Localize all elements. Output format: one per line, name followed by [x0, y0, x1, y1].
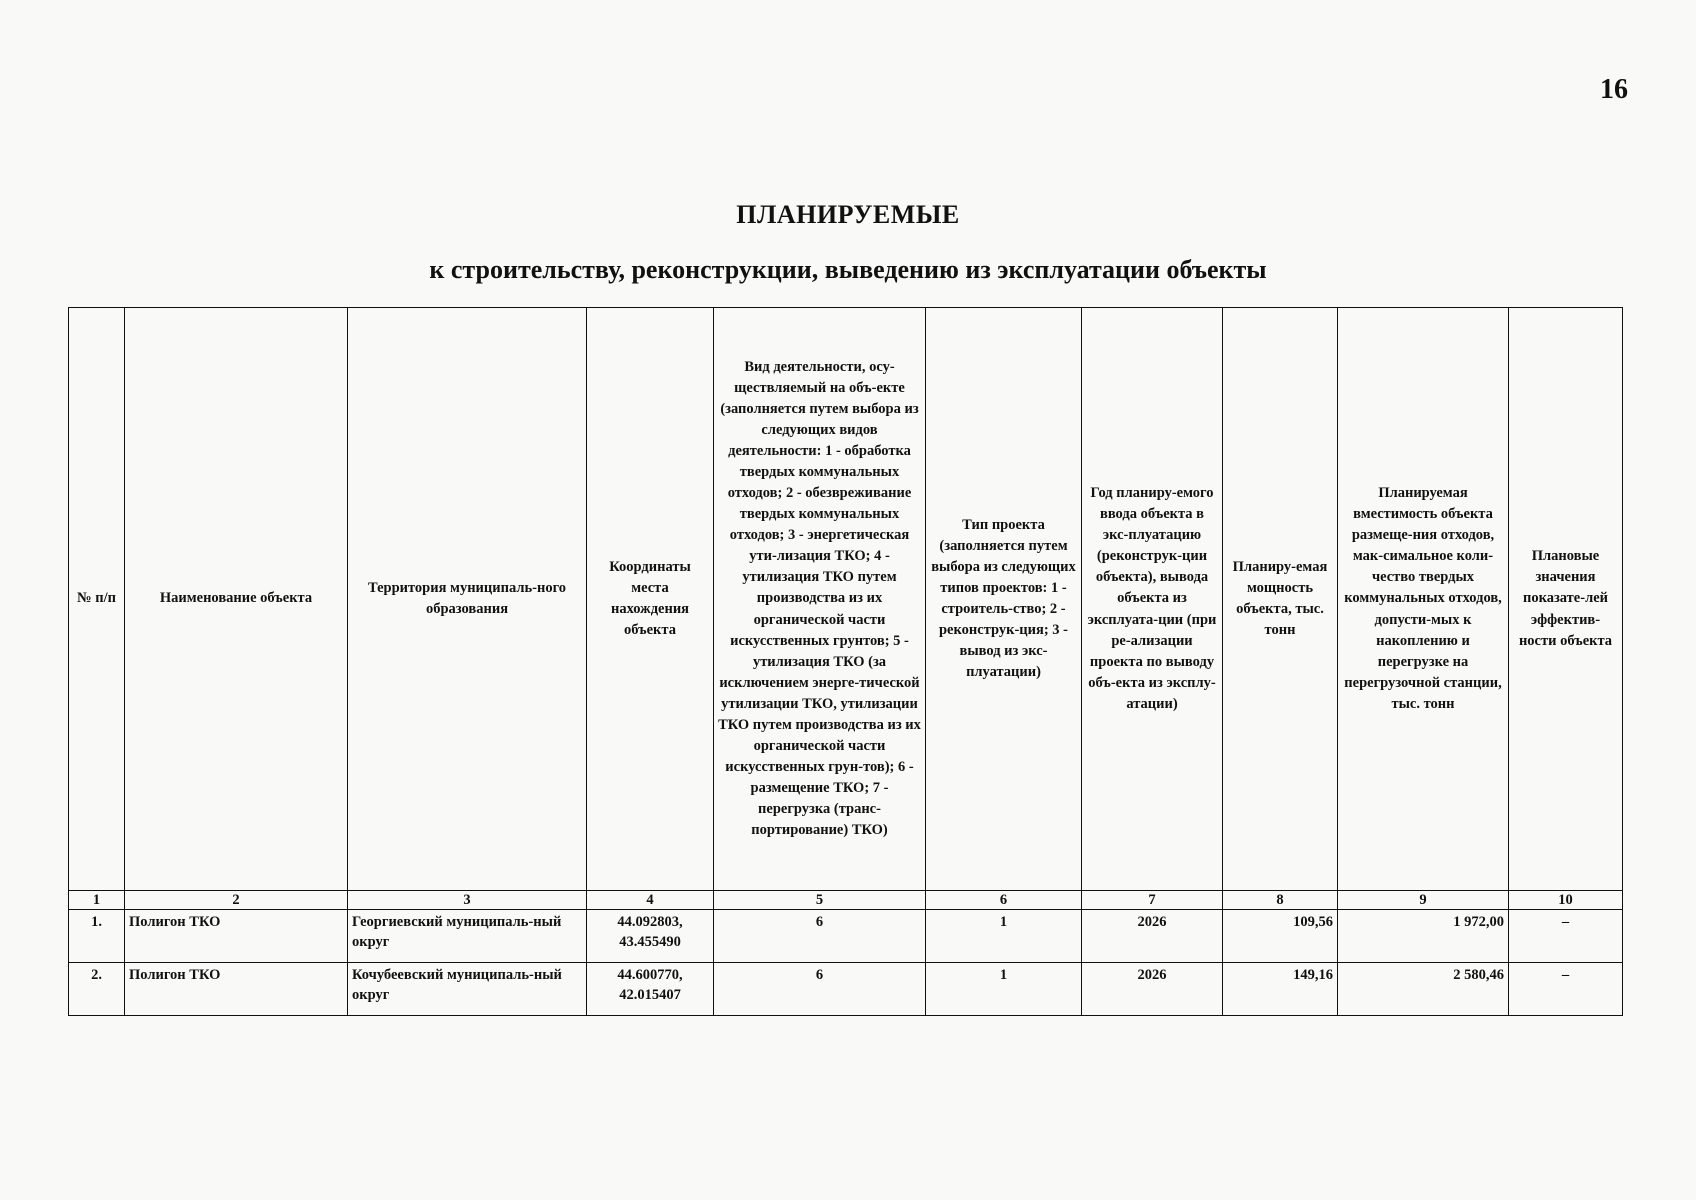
activity-type: 6	[714, 910, 926, 963]
header-activity-type: Вид деятельности, осу-ществляемый на объ-екте (заполняется путем выбора из следующих видов деятельности: 1 - обработка твердых коммунальных отходов; 2 - обезвреживание твердых коммунальных отходов; 3 - энергетическая ути-лизация ТКО; 4 - утилизация ТКО путем производства из их органической части искусственных грунтов; 5 - утилизация ТКО (за исключением энерге-тической утилизации ТКО, утилизации ТКО путем производства из их органической части искусственных грун-тов); 6 - размещение ТКО; 7 - перегрузка (транс-портирование) ТКО)	[714, 308, 926, 891]
activity-type: 6	[714, 963, 926, 1016]
page-number: 16	[1600, 74, 1628, 105]
row-number: 1.	[69, 910, 125, 963]
header-row	[69, 308, 1623, 891]
column-number-row	[69, 891, 1623, 910]
header-project-type: Тип проекта (заполняется путем выбора из следующих типов проектов: 1 - строитель-ство; 2 - реконструк-ция; 3 - вывод из экс-плуатации)	[926, 308, 1082, 891]
coordinates: 44.600770, 42.015407	[587, 963, 714, 1016]
column-number: 7	[1082, 891, 1223, 910]
column-number: 10	[1509, 891, 1623, 910]
header-volume: Планируемая вместимость объекта размеще-ния отходов, мак-симальное коли-чество твердых коммунальных отходов, допусти-мых к накоплению и перегрузке на перегрузочной станции, тыс. тонн	[1338, 308, 1509, 891]
volume: 2 580,46	[1338, 963, 1509, 1016]
header-year: Год планиру-емого ввода объекта в экс-плуатацию (реконструк-ции объекта), вывода объекта из эксплуата-ции (при ре-ализации проекта по выводу объ-екта из эксплу-атации)	[1082, 308, 1223, 891]
object-name: Полигон ТКО	[125, 963, 348, 1016]
header-capacity: Планиру-емая мощность объекта, тыс. тонн	[1223, 308, 1338, 891]
column-number: 4	[587, 891, 714, 910]
column-number: 3	[348, 891, 587, 910]
project-type: 1	[926, 963, 1082, 1016]
capacity: 109,56	[1223, 910, 1338, 963]
object-name: Полигон ТКО	[125, 910, 348, 963]
efficiency: –	[1509, 963, 1623, 1016]
column-number: 5	[714, 891, 926, 910]
territory: Георгиевский муниципаль-ный округ	[348, 910, 587, 963]
table-row	[69, 963, 1623, 1016]
column-number: 6	[926, 891, 1082, 910]
row-number: 2.	[69, 963, 125, 1016]
header-territory: Территория муниципаль-ного образования	[348, 308, 587, 891]
header-efficiency: Плановые значения показате-лей эффектив-ности объекта	[1509, 308, 1623, 891]
header-coordinates: Координаты места нахождения объекта	[587, 308, 714, 891]
column-number: 8	[1223, 891, 1338, 910]
coordinates: 44.092803, 43.455490	[587, 910, 714, 963]
volume: 1 972,00	[1338, 910, 1509, 963]
document-title: ПЛАНИРУЕМЫЕ	[736, 200, 960, 229]
column-number: 2	[125, 891, 348, 910]
capacity: 149,16	[1223, 963, 1338, 1016]
column-number: 9	[1338, 891, 1509, 910]
territory: Кочубеевский муниципаль-ный округ	[348, 963, 587, 1016]
table-row	[69, 910, 1623, 963]
year: 2026	[1082, 910, 1223, 963]
column-number: 1	[69, 891, 125, 910]
header-object-name: Наименование объекта	[125, 308, 348, 891]
project-type: 1	[926, 910, 1082, 963]
efficiency: –	[1509, 910, 1623, 963]
year: 2026	[1082, 963, 1223, 1016]
document-subtitle: к строительству, реконструкции, выведению из эксплуатации объекты	[429, 255, 1267, 284]
header-number: № п/п	[69, 308, 125, 891]
objects-table	[68, 307, 1623, 1016]
